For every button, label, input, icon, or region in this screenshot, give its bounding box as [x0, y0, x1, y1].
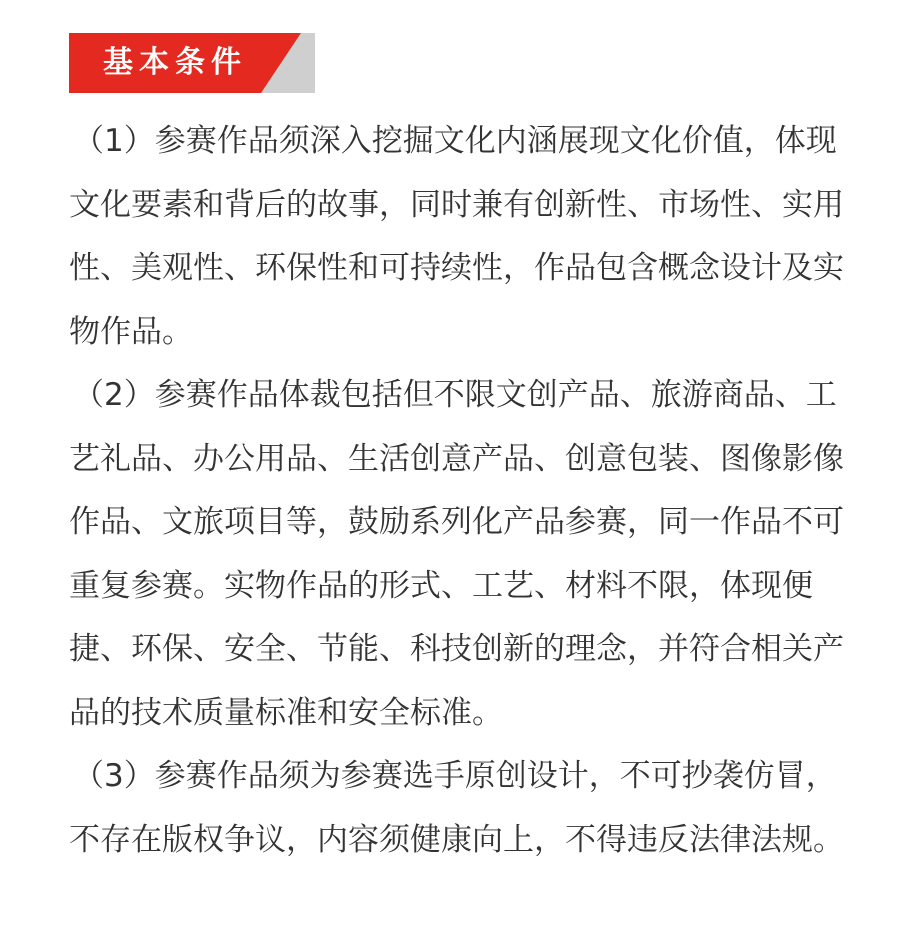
- condition-paragraph-1: （1）参赛作品须深入挖掘文化内涵展现文化价值，体现文化要素和背后的故事，同时兼有创新性、市场性、实用性、美观性、环保性和可持续性，作品包含概念设计及实物作品。: [69, 123, 844, 350]
- section-title: 基本条件: [103, 45, 247, 80]
- conditions-content: [69, 110, 859, 872]
- condition-paragraph-2: （2）参赛作品体裁包括但不限文创产品、旅游商品、工艺礼品、办公用品、生活创意产品、创意包装、图像影像作品、文旅项目等，鼓励系列化产品参赛，同一作品不可重复参赛。实物作品的形式、工艺、材料不限，体现便捷、环保、安全、节能、科技创新的理念，并符合相关产品的技术质量标准和安全标准。: [69, 377, 844, 731]
- condition-paragraph-3: （3）参赛作品须为参赛选手原创设计，不可抄袭仿冒，不存在版权争议，内容须健康向上，不得违反法律法规。: [69, 758, 844, 858]
- section-header-banner: [69, 33, 315, 93]
